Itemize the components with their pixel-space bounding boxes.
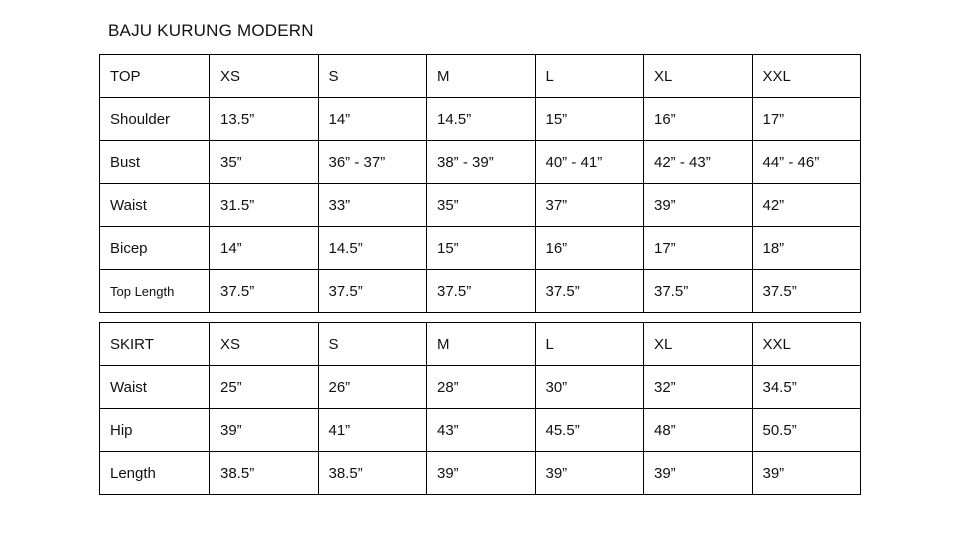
header-cell-xl: XL	[644, 55, 753, 98]
skirt-size-table	[99, 322, 861, 495]
cell-bust-xxl: 44” - 46”	[752, 141, 861, 184]
page-title: BAJU KURUNG MODERN	[108, 21, 314, 40]
header-cell-category: SKIRT	[100, 323, 210, 366]
table-row	[100, 366, 861, 409]
cell-hip-xl: 48”	[644, 409, 753, 452]
cell-hip-m: 43”	[427, 409, 536, 452]
header-cell-xxl: XXL	[752, 55, 861, 98]
cell-skirt-waist-xs: 25”	[210, 366, 319, 409]
cell-skirt-length-l: 39”	[535, 452, 644, 495]
cell-skirt-length-m: 39”	[427, 452, 536, 495]
header-cell-xs: XS	[210, 55, 319, 98]
cell-bust-l: 40” - 41”	[535, 141, 644, 184]
cell-shoulder-m: 14.5”	[427, 98, 536, 141]
cell-waist-xs: 31.5”	[210, 184, 319, 227]
table-header-row	[100, 323, 861, 366]
table-row	[100, 184, 861, 227]
cell-top-length-xxl: 37.5”	[752, 270, 861, 313]
header-cell-category: TOP	[100, 55, 210, 98]
table-header-row	[100, 55, 861, 98]
header-cell-xs: XS	[210, 323, 319, 366]
row-label-waist: Waist	[100, 184, 210, 227]
cell-top-length-l: 37.5”	[535, 270, 644, 313]
row-label-shoulder: Shoulder	[100, 98, 210, 141]
cell-skirt-waist-l: 30”	[535, 366, 644, 409]
header-cell-s: S	[318, 323, 427, 366]
cell-hip-xs: 39”	[210, 409, 319, 452]
top-size-table	[99, 54, 861, 313]
cell-bust-m: 38” - 39”	[427, 141, 536, 184]
cell-top-length-xs: 37.5”	[210, 270, 319, 313]
size-tables-container	[99, 54, 861, 495]
header-cell-m: M	[427, 323, 536, 366]
cell-top-length-s: 37.5”	[318, 270, 427, 313]
cell-skirt-waist-s: 26”	[318, 366, 427, 409]
cell-waist-l: 37”	[535, 184, 644, 227]
table-row	[100, 409, 861, 452]
cell-shoulder-xs: 13.5”	[210, 98, 319, 141]
cell-shoulder-l: 15”	[535, 98, 644, 141]
cell-bicep-m: 15”	[427, 227, 536, 270]
table-row	[100, 452, 861, 495]
cell-bicep-xl: 17”	[644, 227, 753, 270]
cell-hip-l: 45.5”	[535, 409, 644, 452]
cell-skirt-length-xs: 38.5”	[210, 452, 319, 495]
row-label-bust: Bust	[100, 141, 210, 184]
header-cell-l: L	[535, 55, 644, 98]
table-row	[100, 141, 861, 184]
cell-waist-xxl: 42”	[752, 184, 861, 227]
cell-hip-xxl: 50.5”	[752, 409, 861, 452]
table-gap-divider	[99, 313, 861, 322]
cell-bicep-xxl: 18”	[752, 227, 861, 270]
cell-skirt-length-s: 38.5”	[318, 452, 427, 495]
cell-skirt-waist-xl: 32”	[644, 366, 753, 409]
cell-top-length-m: 37.5”	[427, 270, 536, 313]
cell-shoulder-xxl: 17”	[752, 98, 861, 141]
cell-skirt-waist-m: 28”	[427, 366, 536, 409]
header-cell-m: M	[427, 55, 536, 98]
header-cell-xxl: XXL	[752, 323, 861, 366]
cell-skirt-length-xl: 39”	[644, 452, 753, 495]
cell-shoulder-s: 14”	[318, 98, 427, 141]
cell-shoulder-xl: 16”	[644, 98, 753, 141]
cell-skirt-waist-xxl: 34.5”	[752, 366, 861, 409]
cell-bust-s: 36” - 37”	[318, 141, 427, 184]
row-label-hip: Hip	[100, 409, 210, 452]
cell-waist-m: 35”	[427, 184, 536, 227]
cell-hip-s: 41”	[318, 409, 427, 452]
cell-bicep-s: 14.5”	[318, 227, 427, 270]
row-label-skirt-length: Length	[100, 452, 210, 495]
header-cell-s: S	[318, 55, 427, 98]
cell-waist-s: 33”	[318, 184, 427, 227]
row-label-bicep: Bicep	[100, 227, 210, 270]
header-cell-xl: XL	[644, 323, 753, 366]
cell-bicep-xs: 14”	[210, 227, 319, 270]
cell-waist-xl: 39”	[644, 184, 753, 227]
cell-top-length-xl: 37.5”	[644, 270, 753, 313]
row-label-skirt-waist: Waist	[100, 366, 210, 409]
row-label-top-length: Top Length	[100, 270, 210, 313]
table-row	[100, 270, 861, 313]
table-row	[100, 98, 861, 141]
table-row	[100, 227, 861, 270]
cell-skirt-length-xxl: 39”	[752, 452, 861, 495]
cell-bicep-l: 16”	[535, 227, 644, 270]
cell-bust-xs: 35”	[210, 141, 319, 184]
header-cell-l: L	[535, 323, 644, 366]
cell-bust-xl: 42” - 43”	[644, 141, 753, 184]
